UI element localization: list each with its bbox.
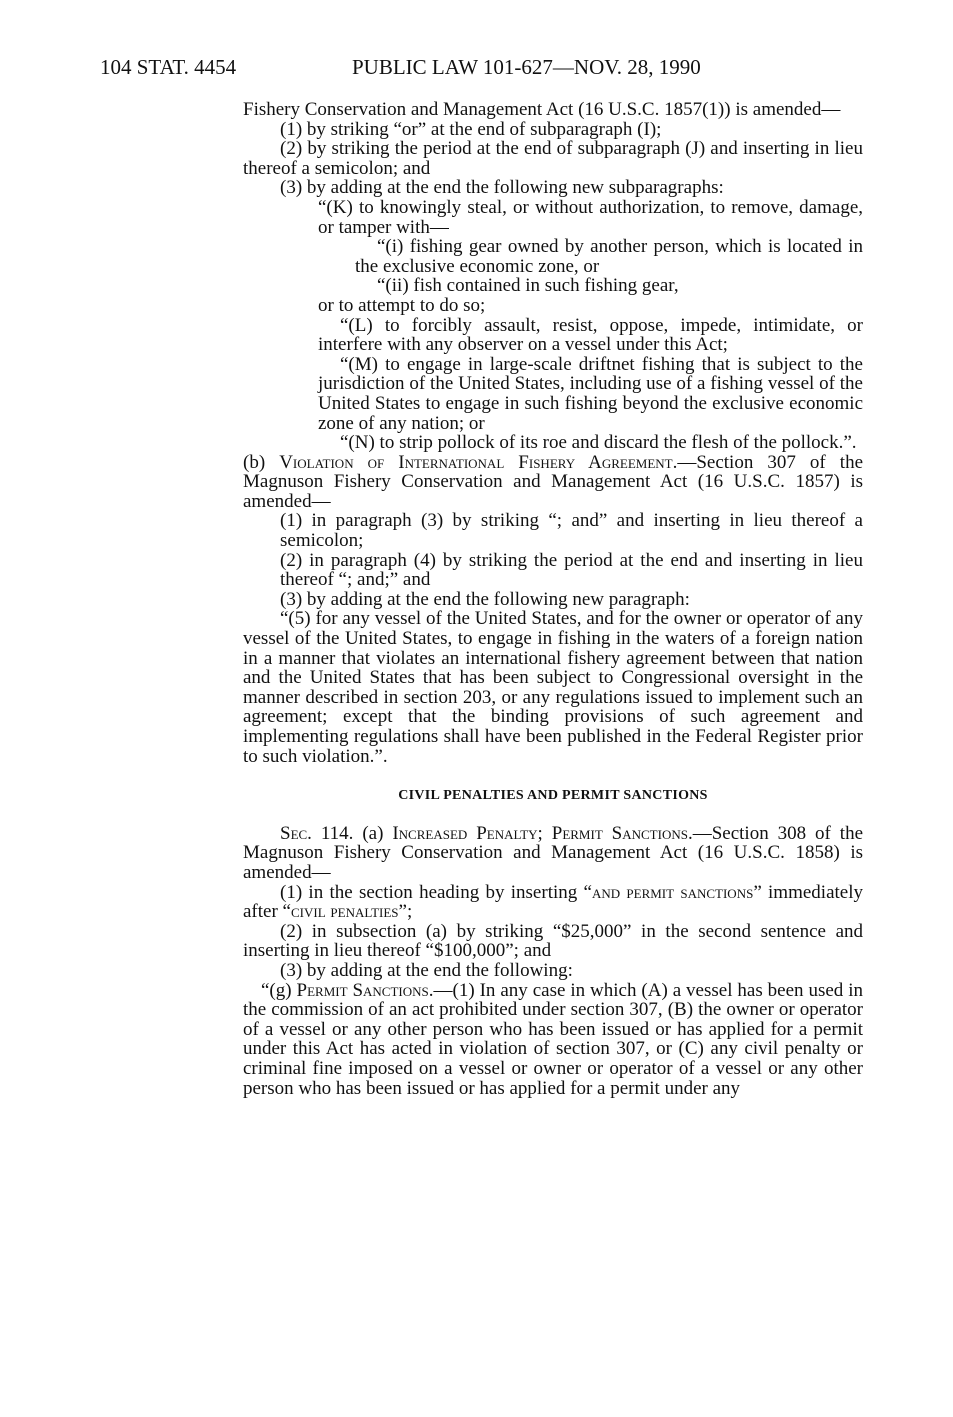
- section-label: Sec. 114.: [280, 822, 354, 844]
- subsection-b-item-1: (1) in paragraph (3) by striking “; and” and inserting in lieu thereof a semicolon;: [280, 510, 863, 552]
- clause-k-i: “(i) fishing gear owned by another person, which is located in the exclusive economic zone, or: [355, 236, 863, 277]
- paragraph-5: “(5) for any vessel of the United States, and for the owner or operator of any vessel of the United States, to engage in fishing in the waters of a foreign nation in a manner that violates an international fishery agreement between that nation and the United States that has been subject to Congressional oversight in the manner described in section 203, or any regulations issued to implement such an agreement; except that the binding provisions of such agreement and implementing regulations shall have been published in the Federal Register prior to such violation.”.: [243, 608, 863, 767]
- subparagraph-n: “(N) to strip pollock of its roe and discard the flesh of the pollock.”.: [340, 432, 857, 454]
- small-caps-phrase: and permit sanctions: [591, 881, 754, 903]
- subsection-b-item-3: (3) by adding at the end the following new paragraph:: [280, 588, 690, 610]
- subsection-b-text: —Section 307 of the Magnuson Fishery Conservation and Management Act (16 U.S.C. 1857) is amended—: [243, 451, 864, 512]
- subsection-b-label: (b): [243, 451, 266, 473]
- subsection-b-item-2: (2) in paragraph (4) by striking the period at the end and inserting in lieu thereof “; and;” and: [280, 549, 863, 591]
- section-heading: CIVIL PENALTIES AND PERMIT SANCTIONS: [398, 788, 708, 804]
- subparagraph-m: “(M) to engage in large-scale driftnet fishing that is subject to the jurisdiction of the United States, including use of a fishing vessel of the United States to engage in such fishing beyond the exclusive economic zone of any nation; or: [318, 353, 863, 434]
- section-subsection-text: —Section 308 of the Magnuson Fishery Conservation and Management Act (16 U.S.C. 1858) is amended—: [243, 822, 863, 883]
- subsection-b-heading: Violation of International Fishery Agreement.: [279, 451, 678, 473]
- section-subsection-a: (a): [362, 822, 384, 844]
- subsection-g-text: —(1) In any case in which (A) a vessel has been used in the commission of an act prohibited under section 307, (B) the owner or operator of a vessel or any other person who has been issued or has applied for a permit under this Act has acted in violation of section 307, or (C) any civil penalty or criminal fine imposed on a vessel or owner or operator of a vessel or any other person who has been issued or has applied for a permit under any: [243, 979, 863, 1099]
- subsection-g: [243, 981, 863, 1099]
- page-header: [100, 55, 860, 85]
- section-subsection-heading: Increased Penalty; Permit Sanctions.: [392, 822, 693, 844]
- document-body: [243, 100, 863, 1098]
- small-caps-phrase: civil penalties: [290, 901, 399, 923]
- amendment-item-3: (3) by adding at the end the following new subparagraphs:: [280, 177, 724, 199]
- subparagraph-k: “(K) to knowingly steal, or without authorization, to remove, damage, or tamper with—: [318, 196, 863, 238]
- amendment-item-1: (1) by striking “or” at the end of subparagraph (I);: [280, 118, 662, 140]
- section-item-1: (1) in the section heading by inserting “and permit sanctions” immediately after “civil penalties”;: [243, 881, 863, 923]
- subsection-b: [243, 453, 863, 512]
- section-114: [243, 824, 863, 883]
- subsection-g-open: “(g): [261, 979, 292, 1001]
- clause-k-tail: or to attempt to do so;: [318, 294, 486, 316]
- stat-page-reference: 104 STAT. 4454: [100, 55, 237, 79]
- section-item-3: (3) by adding at the end the following:: [280, 959, 573, 981]
- subparagraph-l: “(L) to forcibly assault, resist, oppose, impede, intimidate, or interfere with any observer on a vessel under this Act;: [318, 314, 863, 356]
- amendment-item-2: (2) by striking the period at the end of subparagraph (J) and inserting in lieu thereof a semicolon; and: [243, 138, 863, 179]
- section-item-2: (2) in subsection (a) by striking “$25,000” in the second sentence and inserting in lieu thereof “$100,000”; and: [243, 920, 863, 962]
- subsection-g-heading: Permit Sanctions.: [296, 979, 434, 1001]
- running-title: PUBLIC LAW 101-627—NOV. 28, 1990: [352, 55, 701, 79]
- intro-paragraph: Fishery Conservation and Management Act (16 U.S.C. 1857(1)) is amended—: [243, 99, 841, 120]
- clause-k-ii: “(ii) fish contained in such fishing gear,: [377, 275, 679, 297]
